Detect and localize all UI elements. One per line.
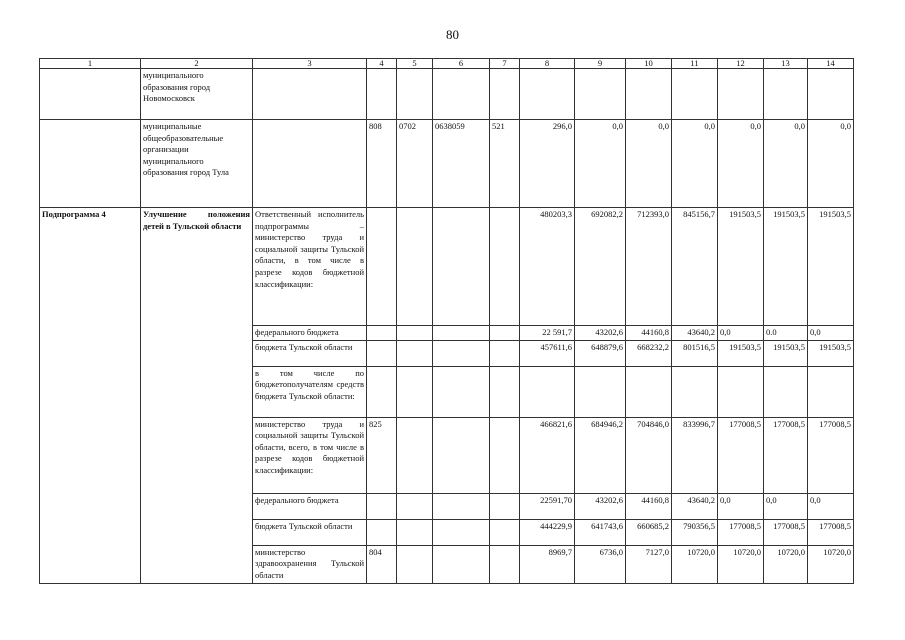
cell <box>397 545 433 583</box>
cell <box>367 69 397 120</box>
cell: 191503,5 <box>808 208 854 326</box>
cell: 801516,5 <box>672 340 718 366</box>
cell: 0638059 <box>433 120 490 208</box>
cell <box>490 326 520 341</box>
cell: 43640,2 <box>672 326 718 341</box>
cell <box>808 366 854 417</box>
cell: 444229,9 <box>520 519 575 545</box>
cell: 692082,2 <box>575 208 626 326</box>
cell <box>40 69 141 120</box>
cell: 44160,8 <box>626 493 672 519</box>
cell <box>40 120 141 208</box>
cell <box>490 519 520 545</box>
cell: 804 <box>367 545 397 583</box>
cell <box>367 519 397 545</box>
cell <box>433 417 490 493</box>
cell: 457611,6 <box>520 340 575 366</box>
cell: 0,0 <box>718 326 764 341</box>
cell: 177008,5 <box>808 417 854 493</box>
column-header-row <box>40 59 854 69</box>
cell: 43202,6 <box>575 326 626 341</box>
column-header: 2 <box>141 59 253 69</box>
cell: 480203,3 <box>520 208 575 326</box>
cell: министерство здравоохранения Тульской области <box>253 545 367 583</box>
cell <box>367 366 397 417</box>
cell <box>575 69 626 120</box>
cell: 7127,0 <box>626 545 672 583</box>
cell <box>397 519 433 545</box>
cell: 825 <box>367 417 397 493</box>
column-header: 11 <box>672 59 718 69</box>
cell <box>367 326 397 341</box>
cell <box>626 69 672 120</box>
cell: 0.0 <box>764 326 808 341</box>
cell: 660685,2 <box>626 519 672 545</box>
cell: 704846,0 <box>626 417 672 493</box>
column-header: 8 <box>520 59 575 69</box>
cell: 22 591,7 <box>520 326 575 341</box>
cell: 0,0 <box>626 120 672 208</box>
cell: 177008,5 <box>764 519 808 545</box>
cell: 0,0 <box>764 120 808 208</box>
cell: 833996,7 <box>672 417 718 493</box>
cell: 10720,0 <box>672 545 718 583</box>
cell: 43202,6 <box>575 493 626 519</box>
cell: 521 <box>490 120 520 208</box>
cell <box>764 366 808 417</box>
cell: 0,0 <box>808 326 854 341</box>
cell: 191503,5 <box>808 340 854 366</box>
cell <box>397 366 433 417</box>
cell <box>397 208 433 326</box>
cell: 0,0 <box>808 493 854 519</box>
cell: 466821,6 <box>520 417 575 493</box>
cell <box>433 340 490 366</box>
cell: 191503,5 <box>764 340 808 366</box>
column-header: 6 <box>433 59 490 69</box>
cell <box>808 69 854 120</box>
cell <box>433 493 490 519</box>
column-header: 1 <box>40 59 141 69</box>
cell <box>397 326 433 341</box>
cell <box>490 340 520 366</box>
cell <box>367 340 397 366</box>
cell: 0,0 <box>764 493 808 519</box>
cell <box>367 208 397 326</box>
cell: 177008,5 <box>808 519 854 545</box>
column-header: 10 <box>626 59 672 69</box>
cell: 177008,5 <box>718 417 764 493</box>
column-header: 7 <box>490 59 520 69</box>
cell: 10720,0 <box>808 545 854 583</box>
cell <box>433 326 490 341</box>
cell <box>490 417 520 493</box>
cell: 0702 <box>397 120 433 208</box>
cell <box>433 208 490 326</box>
cell: 0,0 <box>718 493 764 519</box>
cell: Ответственный исполнитель подпрограммы – министерство труда и социальной защиты Тульской области, в том числе в разрезе кодов бюджетной классификации: <box>253 208 367 326</box>
cell: 44160,8 <box>626 326 672 341</box>
cell: 43640,2 <box>672 493 718 519</box>
cell: 6736,0 <box>575 545 626 583</box>
cell <box>397 493 433 519</box>
cell <box>433 545 490 583</box>
budget-table <box>39 58 854 584</box>
cell: 191503,5 <box>718 340 764 366</box>
column-header: 5 <box>397 59 433 69</box>
cell: 0,0 <box>575 120 626 208</box>
cell <box>718 366 764 417</box>
page-number: 80 <box>446 27 459 42</box>
cell <box>490 208 520 326</box>
cell: министерство труда и социальной защиты Тульской области, всего, в том числе в разрезе кодов бюджетной классификации: <box>253 417 367 493</box>
cell <box>433 366 490 417</box>
cell: 0,0 <box>808 120 854 208</box>
cell <box>490 493 520 519</box>
cell: 0,0 <box>672 120 718 208</box>
cell <box>433 69 490 120</box>
cell <box>490 366 520 417</box>
cell <box>718 69 764 120</box>
cell: муниципального образования город Новомосковск <box>141 69 253 120</box>
cell <box>253 69 367 120</box>
cell <box>520 366 575 417</box>
cell <box>433 519 490 545</box>
cell: 790356,5 <box>672 519 718 545</box>
cell: 10720,0 <box>764 545 808 583</box>
cell <box>672 366 718 417</box>
column-header: 9 <box>575 59 626 69</box>
cell: бюджета Тульской области <box>253 519 367 545</box>
cell <box>397 69 433 120</box>
cell: 10720,0 <box>718 545 764 583</box>
cell: 22591,70 <box>520 493 575 519</box>
cell <box>397 417 433 493</box>
cell: 808 <box>367 120 397 208</box>
column-header: 12 <box>718 59 764 69</box>
cell: федерального бюджета <box>253 493 367 519</box>
table-row <box>40 69 854 120</box>
subprogram-label: Подпрограмма 4 <box>40 208 141 584</box>
cell <box>626 366 672 417</box>
cell: 845156,7 <box>672 208 718 326</box>
cell: 177008,5 <box>718 519 764 545</box>
cell: 668232,2 <box>626 340 672 366</box>
cell <box>672 69 718 120</box>
cell: 684946,2 <box>575 417 626 493</box>
cell <box>367 493 397 519</box>
cell <box>575 366 626 417</box>
cell: муниципальные общеобразовательные организации муниципального образования город Тула <box>141 120 253 208</box>
cell <box>490 545 520 583</box>
cell <box>253 120 367 208</box>
cell: бюджета Тульской области <box>253 340 367 366</box>
cell: в том числе по бюджетополучателям средств бюджета Тульской области: <box>253 366 367 417</box>
cell: 712393,0 <box>626 208 672 326</box>
cell: 296,0 <box>520 120 575 208</box>
cell: федерального бюджета <box>253 326 367 341</box>
cell <box>520 69 575 120</box>
column-header: 3 <box>253 59 367 69</box>
cell: 641743,6 <box>575 519 626 545</box>
cell: 648879,6 <box>575 340 626 366</box>
cell: 0,0 <box>718 120 764 208</box>
cell <box>397 340 433 366</box>
table-row <box>40 120 854 208</box>
column-header: 14 <box>808 59 854 69</box>
column-header: 4 <box>367 59 397 69</box>
cell: 177008,5 <box>764 417 808 493</box>
cell: 8969,7 <box>520 545 575 583</box>
column-header: 13 <box>764 59 808 69</box>
table-row <box>40 208 854 326</box>
cell <box>490 69 520 120</box>
cell: 191503,5 <box>764 208 808 326</box>
cell: 191503,5 <box>718 208 764 326</box>
subprogram-title: Улучшение положения детей в Тульской области <box>141 208 253 584</box>
cell <box>764 69 808 120</box>
